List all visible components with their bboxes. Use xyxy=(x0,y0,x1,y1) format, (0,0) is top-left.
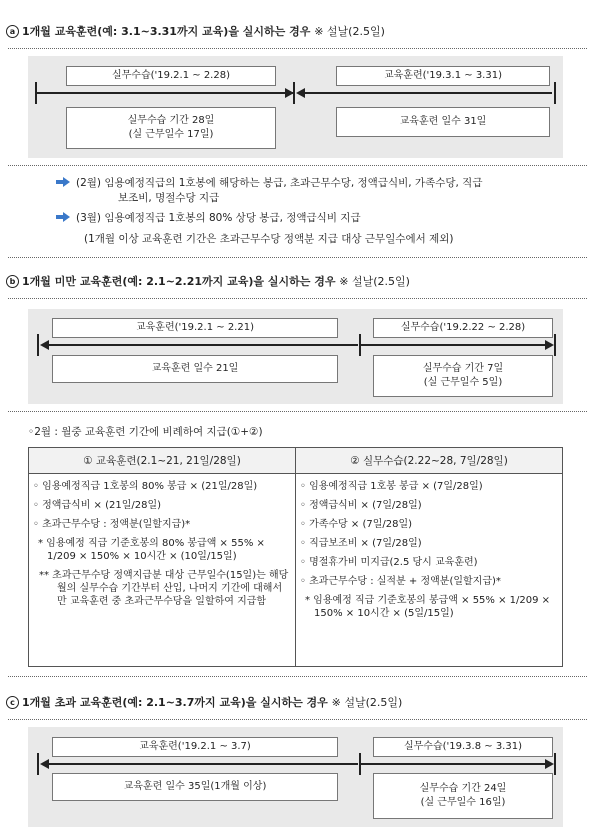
section-b-marker: b xyxy=(6,275,19,288)
arrow-head-left xyxy=(40,340,49,350)
list-item: ◦ 임용예정직급 1호봉의 80% 봉급 × (21일/28일) xyxy=(33,481,258,492)
list-item: ◦ 가족수당 × (7일/28일) xyxy=(300,519,413,530)
right-bottom-box: 교육훈련 일수 31일 xyxy=(336,107,550,137)
arrow-head-right xyxy=(545,340,554,350)
bullet-feb-cont: 보조비, 명절수당 지급 xyxy=(118,192,220,204)
divider xyxy=(8,676,587,677)
section-b-title: b 1개월 미만 교육훈련(예: 2.1~2.21까지 교육)을 실시하는 경우 ※ 설날(2.5일) xyxy=(6,273,410,289)
section-a-marker: a xyxy=(6,25,19,38)
section-c-marker: c xyxy=(6,696,19,709)
right-top-box: 실무수습('19.2.22 ~ 2.28) xyxy=(373,318,553,338)
timeline-end-bar xyxy=(554,82,556,104)
arrow-head-right xyxy=(285,88,294,98)
left-bottom-box: 실무수습 기간 28일 (실 근무일수 17일) xyxy=(66,107,276,149)
timeline-start-bar xyxy=(37,753,39,775)
bullet-mar: (3월) 임용예정직급 1호봉의 80% 상당 봉급, 정액급식비 지급 xyxy=(56,211,361,226)
right-arrow-icon xyxy=(56,177,70,187)
left-top-box: 실무수습('19.2.1 ~ 2.28) xyxy=(66,66,276,86)
table-head-left: ① 교육훈련(2.1~21, 21일/28일) xyxy=(29,448,296,474)
timeline-panel-a xyxy=(28,56,563,158)
timeline-line-right xyxy=(304,92,552,94)
timeline-line-left xyxy=(48,763,358,765)
list-item: ◦ 초과근무수당 : 실적분 + 정액분(일할지급)* xyxy=(300,576,501,587)
right-bottom-box: 실무수습 기간 7일 (실 근무일수 5일) xyxy=(373,355,553,397)
timeline-start-bar xyxy=(37,334,39,356)
right-arrow-icon xyxy=(56,212,70,222)
section-c-title: c 1개월 초과 교육훈련(예: 2.1~3.7까지 교육)을 실시하는 경우 ※ 설날(2.5일) xyxy=(6,694,402,710)
comparison-table xyxy=(28,447,563,667)
list-item: ** 초과근무수당 정액지급분 대상 근무일수(15일)는 해당 월의 실무수습 기간부터 산입, 나머지 기간에 대해서만 교육훈련 중 초과근무수당을 일할하여 지급함 xyxy=(39,570,289,607)
arrow-head-left xyxy=(296,88,305,98)
arrow-head-right xyxy=(545,759,554,769)
divider xyxy=(8,411,587,412)
divider xyxy=(8,48,587,49)
list-item: * 임용예정 직급 기준호봉의 80% 봉급액 × 55% × 1/209 × 150% × 10시간 × (10일/15일) xyxy=(38,538,265,562)
pay-note: ◦2월 : 월중 교육훈련 기간에 비례하여 지급(①+②) xyxy=(28,426,263,438)
list-item: ◦ 초과근무수당 : 정액분(일할지급)* xyxy=(33,519,191,530)
divider xyxy=(8,298,587,299)
table-head-right: ② 실무수습(2.22~28, 7일/28일) xyxy=(296,448,563,474)
left-bottom-box: 교육훈련 일수 21일 xyxy=(52,355,338,383)
bullet-mar-note: (1개월 이상 교육훈련 기간은 초과근무수당 정액분 지급 대상 근무일수에서 제외) xyxy=(84,233,454,245)
arrow-head-left xyxy=(40,759,49,769)
list-item: ◦ 임용예정직급 1호봉 봉급 × (7일/28일) xyxy=(300,481,483,492)
divider xyxy=(8,165,587,166)
timeline-line-right xyxy=(361,344,545,346)
timeline-end-bar xyxy=(554,753,556,775)
list-item: * 임용예정 직급 기준호봉의 봉급액 × 55% × 1/209 × 150% × 10시간 × (5일/15일) xyxy=(305,595,551,619)
section-a-note: ※ 설날(2.5일) xyxy=(314,25,385,38)
list-item: ◦ 명절휴가비 미지급(2.5 당시 교육훈련) xyxy=(300,557,478,568)
divider xyxy=(8,257,587,258)
list-item: ◦ 직급보조비 × (7일/28일) xyxy=(300,538,422,549)
timeline-panel-c xyxy=(28,727,563,827)
list-item: ◦ 정액급식비 × (7일/28일) xyxy=(300,500,422,511)
right-bottom-box: 실무수습 기간 24일 (실 근무일수 16일) xyxy=(373,773,553,819)
section-a-title: a 1개월 교육훈련(예: 3.1~3.31까지 교육)을 실시하는 경우 ※ 설날(2.5일) xyxy=(6,23,385,39)
bullet-feb: (2월) 임용예정직급의 1호봉에 해당하는 봉급, 초과근무수당, 정액급식비, 가족수당, 직급 xyxy=(56,176,482,191)
right-top-box: 교육훈련('19.3.1 ~ 3.31) xyxy=(336,66,550,86)
timeline-end-bar xyxy=(554,334,556,356)
left-top-box: 교육훈련('19.2.1 ~ 2.21) xyxy=(52,318,338,338)
left-top-box: 교육훈련('19.2.1 ~ 3.7) xyxy=(52,737,338,757)
divider xyxy=(8,719,587,720)
timeline-panel-b xyxy=(28,309,563,404)
table-cell-right xyxy=(296,474,563,667)
section-c-note: ※ 설날(2.5일) xyxy=(331,696,403,709)
timeline-line-right xyxy=(361,763,545,765)
list-item: ◦ 정액급식비 × (21일/28일) xyxy=(33,500,162,511)
right-top-box: 실무수습('19.3.8 ~ 3.31) xyxy=(373,737,553,757)
timeline-line-left xyxy=(37,92,293,94)
timeline-line-left xyxy=(48,344,358,346)
table-cell-left xyxy=(29,474,296,667)
left-bottom-box: 교육훈련 일수 35일(1개월 이상) xyxy=(52,773,338,801)
section-b-note: ※ 설날(2.5일) xyxy=(339,275,410,288)
